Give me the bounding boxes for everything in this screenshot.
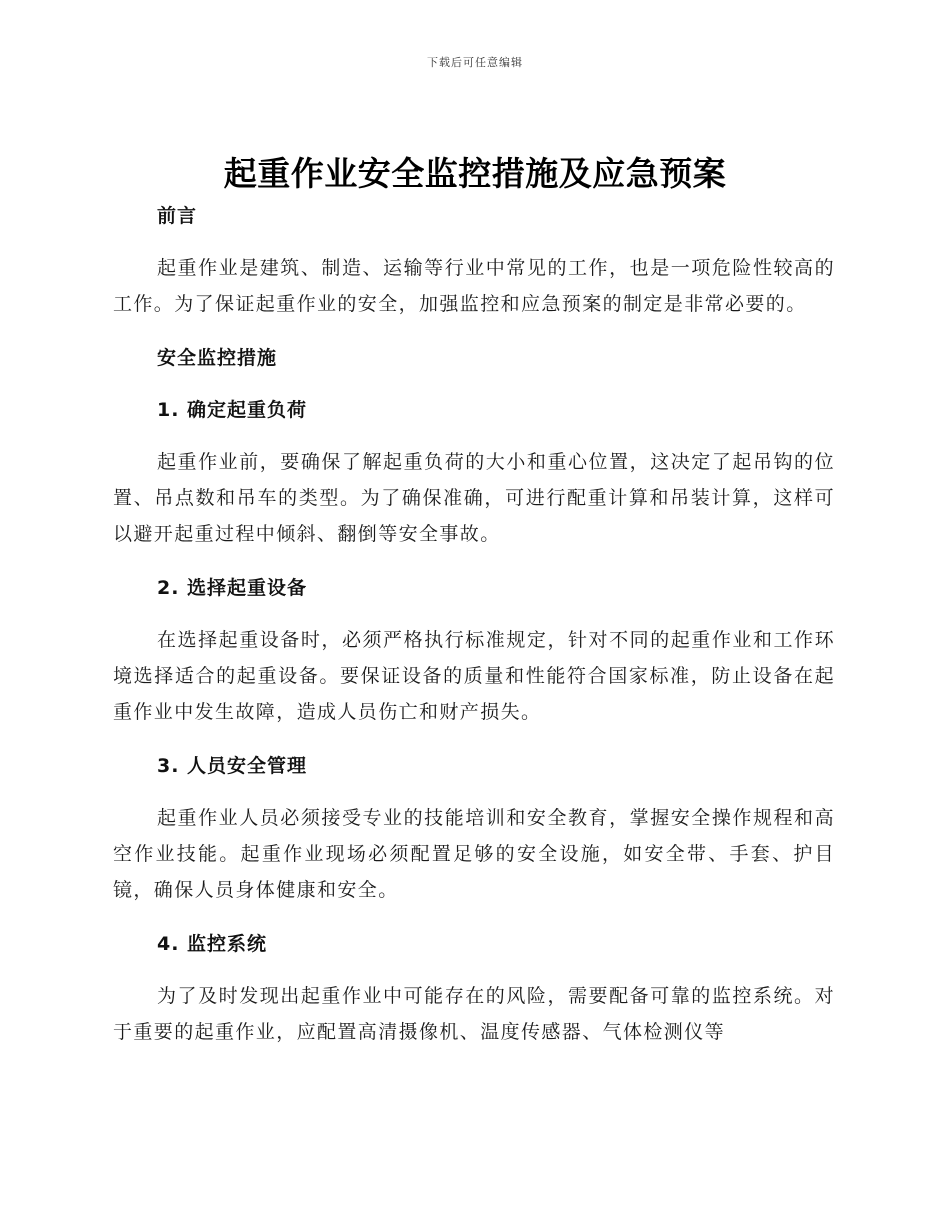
item-heading-1: 1. 确定起重负荷 (157, 399, 308, 421)
paragraph-item-4: 为了及时发现出起重作业中可能存在的风险，需要配备可靠的监控系统。对于重要的起重作业，应配置高清摄像机、温度传感器、气体检测仪等 (113, 985, 835, 1043)
item-heading-3: 3. 人员安全管理 (157, 755, 308, 777)
header-note: 下载后可任意编辑 (427, 56, 523, 69)
document-title: 起重作业安全监控措施及应急预案 (223, 154, 727, 193)
item-heading-4: 4. 监控系统 (157, 933, 268, 955)
item-heading-2: 2. 选择起重设备 (157, 577, 308, 599)
paragraph-preface: 起重作业是建筑、制造、运输等行业中常见的工作，也是一项危险性较高的工作。为了保证起重作业的安全，加强监控和应急预案的制定是非常必要的。 (113, 257, 835, 315)
document-body (113, 198, 835, 1050)
section-heading-measures: 安全监控措施 (157, 347, 278, 369)
section-heading-preface: 前言 (157, 205, 198, 227)
paragraph-item-3: 起重作业人员必须接受专业的技能培训和安全教育，掌握安全操作规程和高空作业技能。起重作业现场必须配置足够的安全设施，如安全带、手套、护目镜，确保人员身体健康和安全。 (113, 807, 835, 901)
paragraph-item-2: 在选择起重设备时，必须严格执行标准规定，针对不同的起重作业和工作环境选择适合的起重设备。要保证设备的质量和性能符合国家标准，防止设备在起重作业中发生故障，造成人员伤亡和财产损失。 (113, 629, 835, 723)
paragraph-item-1: 起重作业前，要确保了解起重负荷的大小和重心位置，这决定了起吊钩的位置、吊点数和吊车的类型。为了确保准确，可进行配重计算和吊装计算，这样可以避开起重过程中倾斜、翻倒等安全事故。 (113, 451, 835, 545)
